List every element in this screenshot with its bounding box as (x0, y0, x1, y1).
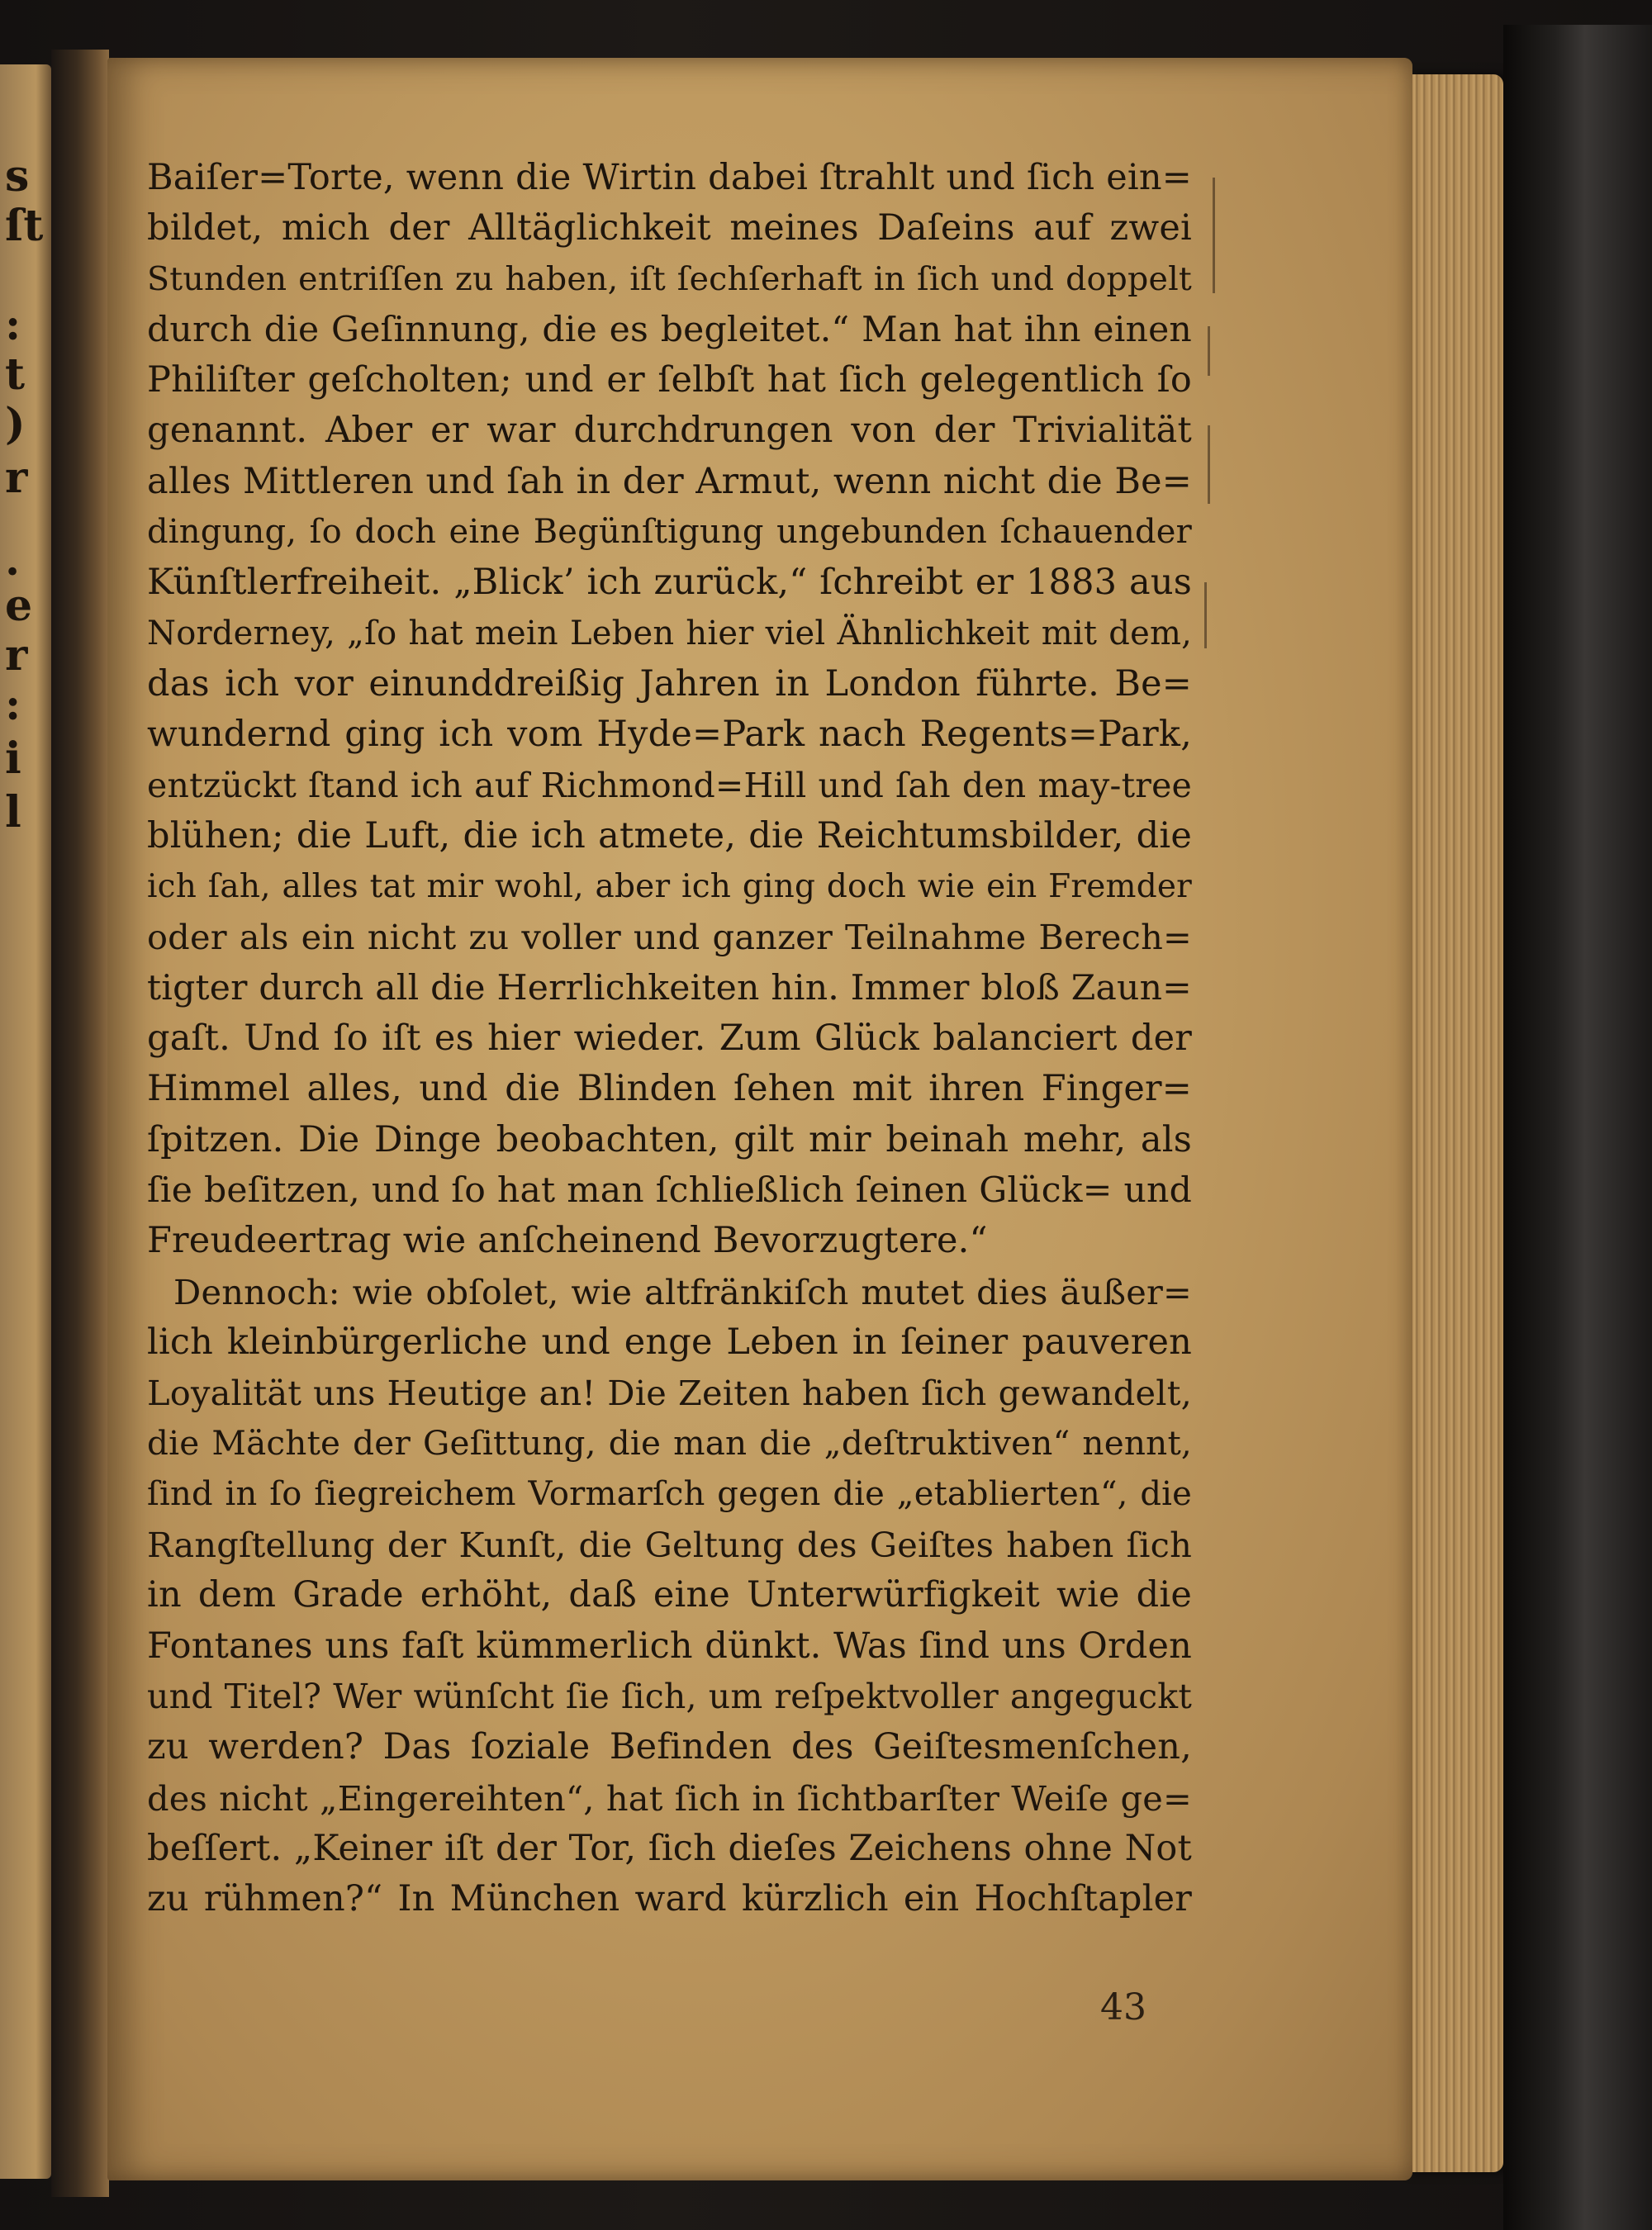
text-line: tigter durch all die Herrlichkeiten hin. Immer bloß Zaun= (147, 967, 1192, 1008)
text-line: beſſert. „Keiner iſt der Tor, ſich dieſes Zeichens ohne Not (147, 1827, 1192, 1869)
text-line: das ich vor einunddreißig Jahren in London führte. Be= (147, 662, 1192, 705)
margin-mark (1208, 425, 1210, 504)
text-line: ich ſah, alles tat mir wohl, aber ich ging doch wie ein Fremder (147, 868, 1192, 906)
previous-page-fragment: t (5, 349, 26, 400)
text-line: Himmel alles, und die Blinden ſehen mit ihren Finger= (147, 1068, 1192, 1110)
text-line: bildet, mich der Alltäglichkeit meines Daſeins auf zwei (147, 207, 1192, 249)
page-edges (1404, 74, 1503, 2172)
text-line: zu rühmen?“ In München ward kürzlich ein Hochſtapler (147, 1878, 1192, 1920)
text-line: blühen; die Luft, die ich atmete, die Reichtumsbilder, die (147, 814, 1192, 856)
text-line: und Titel? Wer wünſcht ſie ſich, um reſpektvoller angeguckt (147, 1676, 1192, 1716)
book-cover-edge (1503, 25, 1652, 2230)
text-line: Norderney, „ſo hat mein Leben hier viel Ähnlichkeit mit dem, (147, 614, 1192, 652)
text-line: Baiſer=Torte, wenn die Wirtin dabei ſtrahlt und ſich ein= (147, 157, 1192, 198)
text-line: alles Mittleren und ſah in der Armut, wenn nicht die Be= (147, 460, 1192, 502)
text-line: gaſt. Und ſo iſt es hier wieder. Zum Glück balanciert der (147, 1018, 1192, 1060)
text-line: Dennoch: wie obſolet, wie altfränkiſch mutet dies äußer= (173, 1271, 1192, 1312)
previous-page-fragment: : (5, 300, 21, 350)
text-line: ſind in ſo ſiegreichem Vormarſch gegen die „etablierten“, die (147, 1474, 1192, 1513)
text-line: die Mächte der Geſittung, die man die „deſtruktiven“ nennt, (147, 1423, 1192, 1464)
previous-page-fragment: : (5, 680, 21, 730)
previous-page-fragment: i (5, 733, 21, 784)
previous-page-fragment: s (5, 151, 30, 202)
previous-page-fragment: e (5, 581, 33, 631)
text-line: Freudeertrag wie anſcheinend Bevorzugtere.“ (147, 1220, 988, 1262)
text-line: Fontanes uns faſt kümmerlich dünkt. Was ſind uns Orden (147, 1625, 1192, 1667)
page-body-text (147, 153, 1192, 1924)
text-line: dingung, ſo doch eine Begünſtigung ungebunden ſchauender (147, 513, 1192, 552)
text-line: wundernd ging ich vom Hyde=Park nach Regents=Park, (147, 714, 1192, 756)
text-line: Stunden entriſſen zu haben, iſt ſechſerhaft in ſich und doppelt (147, 259, 1192, 298)
text-line: durch die Geſinnung, die es begleitet.“ Man hat ihn einen (147, 309, 1192, 350)
page-number: 43 (1100, 1986, 1146, 2028)
text-line: entzückt ſtand ich auf Richmond=Hill und ſah den may-tree (147, 765, 1192, 805)
text-line: Loyalität uns Heutige an! Die Zeiten haben ſich gewandelt, (147, 1373, 1192, 1414)
previous-page-fragment: ſt (5, 201, 44, 251)
text-line: in dem Grade erhöht, daß eine Unterwürfigkeit wie die (147, 1574, 1192, 1616)
text-line: zu werden? Das ſoziale Befinden des Geiſtesmenſchen, (147, 1726, 1192, 1768)
text-line: Philiſter geſcholten; und er ſelbſt hat ſich gelegentlich ſo (147, 359, 1192, 401)
previous-page-fragment: ) (5, 399, 26, 449)
previous-page-fragment: . (5, 535, 21, 586)
text-line: ſpitzen. Die Dinge beobachten, gilt mir beinah mehr, als (147, 1118, 1192, 1160)
text-line: Rangſtellung der Kunſt, die Geltung des Geiſtes haben ſich (147, 1525, 1192, 1566)
text-line: oder als ein nicht zu voller und ganzer Teilnahme Berech= (147, 917, 1192, 958)
text-line: ſie beſitzen, und ſo hat man ſchließlich ſeinen Glück= und (147, 1170, 1192, 1211)
previous-page-fragment: r (5, 453, 28, 503)
previous-page-edge (0, 64, 51, 2179)
book-gutter (51, 50, 109, 2197)
margin-mark (1213, 178, 1215, 293)
text-line: lich kleinbürgerliche und enge Leben in ſeiner pauveren (147, 1321, 1192, 1363)
text-line: Künſtlerfreiheit. „Blick’ ich zurück,“ ſchreibt er 1883 aus (147, 562, 1192, 604)
text-line: des nicht „Eingereihten“, hat ſich in ſichtbarſter Weiſe ge= (147, 1777, 1192, 1819)
margin-mark (1204, 582, 1207, 648)
previous-page-fragment: r (5, 630, 28, 681)
margin-mark (1208, 326, 1210, 376)
text-line: genannt. Aber er war durchdrungen von der Trivialität (147, 410, 1192, 452)
previous-page-fragment: l (5, 787, 21, 837)
